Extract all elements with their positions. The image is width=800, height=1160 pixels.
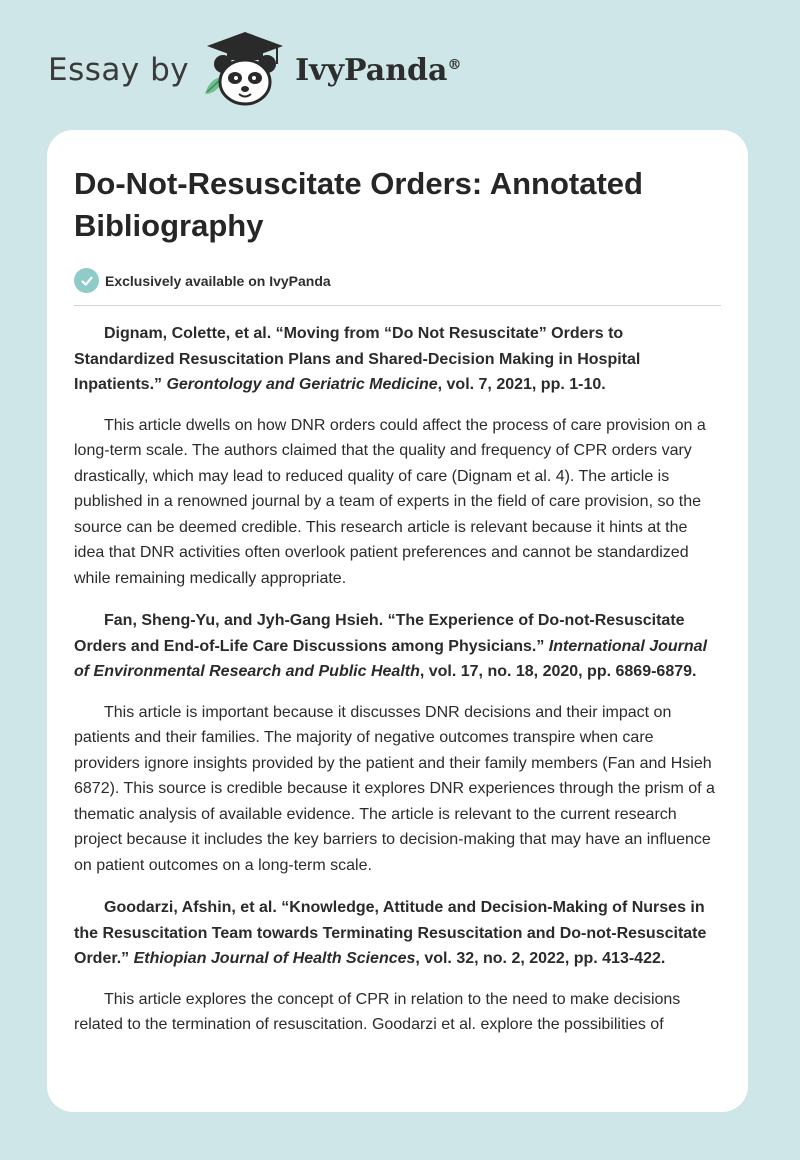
reference-annotation-3: This article explores the concept of CPR in relation to the need to make decisions related to the termination of resuscitation. Goodarzi et al. explore the possibilities of xyxy=(74,990,681,1033)
journal-name: Gerontology and Geriatric Medicine xyxy=(166,376,438,393)
journal-name: International Journal of Environmental Research and Public Health xyxy=(74,637,708,680)
reference-annotation-1: This article dwells on how DNR orders could affect the process of care provision on a long-term scale. The authors claimed that the quality and frequency of CPR orders vary drastically, which may lead to reduced quality of care (Dignam et al. 4). The article is published in a renowned journal by a team of experts in the field of care provision, so the source can be deemed credible. This research article is relevant because it hints at the idea that DNR activities often overlook patient preferences and cannot be standardized while remaining medically appropriate. xyxy=(74,416,706,587)
brand-name[interactable]: IvyPanda® xyxy=(295,52,462,88)
panda-logo-icon[interactable] xyxy=(201,28,289,113)
page-title: Do-Not-Resuscitate Orders: Annotated Bibliography xyxy=(74,166,643,243)
reference-citation-1: Dignam, Colette, et al. “Moving from “Do Not Resuscitate” Orders to Standardized Resuscitation Plans and Shared-Decision Making in Hospital Inpatients.” Gerontology and Geriatric Medicine, vol. 7, 2021, pp. 1-10. xyxy=(74,325,641,393)
article-card xyxy=(47,130,748,1112)
journal-name: Ethiopian Journal of Health Sciences xyxy=(133,950,416,967)
exclusive-badge xyxy=(74,268,721,306)
reference-annotation-2: This article is important because it discusses DNR decisions and their impact on patients and their families. The majority of negative outcomes transpire when care providers ignore insights provided by the patient and their family members (Fan and Hsieh 6872). This source is credible because it explores DNR experiences through the prism of a thematic analysis of available evidence. The article is relevant to the current research project because it includes the key barriers to decision-making that may have an influence on patient outcomes on a long-term scale. xyxy=(74,703,715,874)
reference-citation-2: Fan, Sheng-Yu, and Jyh-Gang Hsieh. “The Experience of Do-not-Resuscitate Orders and End-of-Life Care Discussions among Physicians.” International Journal of Environmental Research and Public Health, vol. 17, no. 18, 2020, pp. 6869-6879. xyxy=(74,612,708,680)
essay-by-label: Essay by xyxy=(48,52,190,88)
site-header xyxy=(48,30,461,110)
badge-label: Exclusively available on IvyPanda xyxy=(105,272,331,289)
checkmark-icon xyxy=(74,268,99,293)
registered-mark: ® xyxy=(447,56,462,73)
reference-citation-3: Goodarzi, Afshin, et al. “Knowledge, Attitude and Decision-Making of Nurses in the Resuscitation Team towards Terminating Resuscitation and Do-not-Resuscitate Order.” Ethiopian Journal of Health Sciences, vol. 32, no. 2, 2022, pp. 413-422. xyxy=(74,899,707,967)
